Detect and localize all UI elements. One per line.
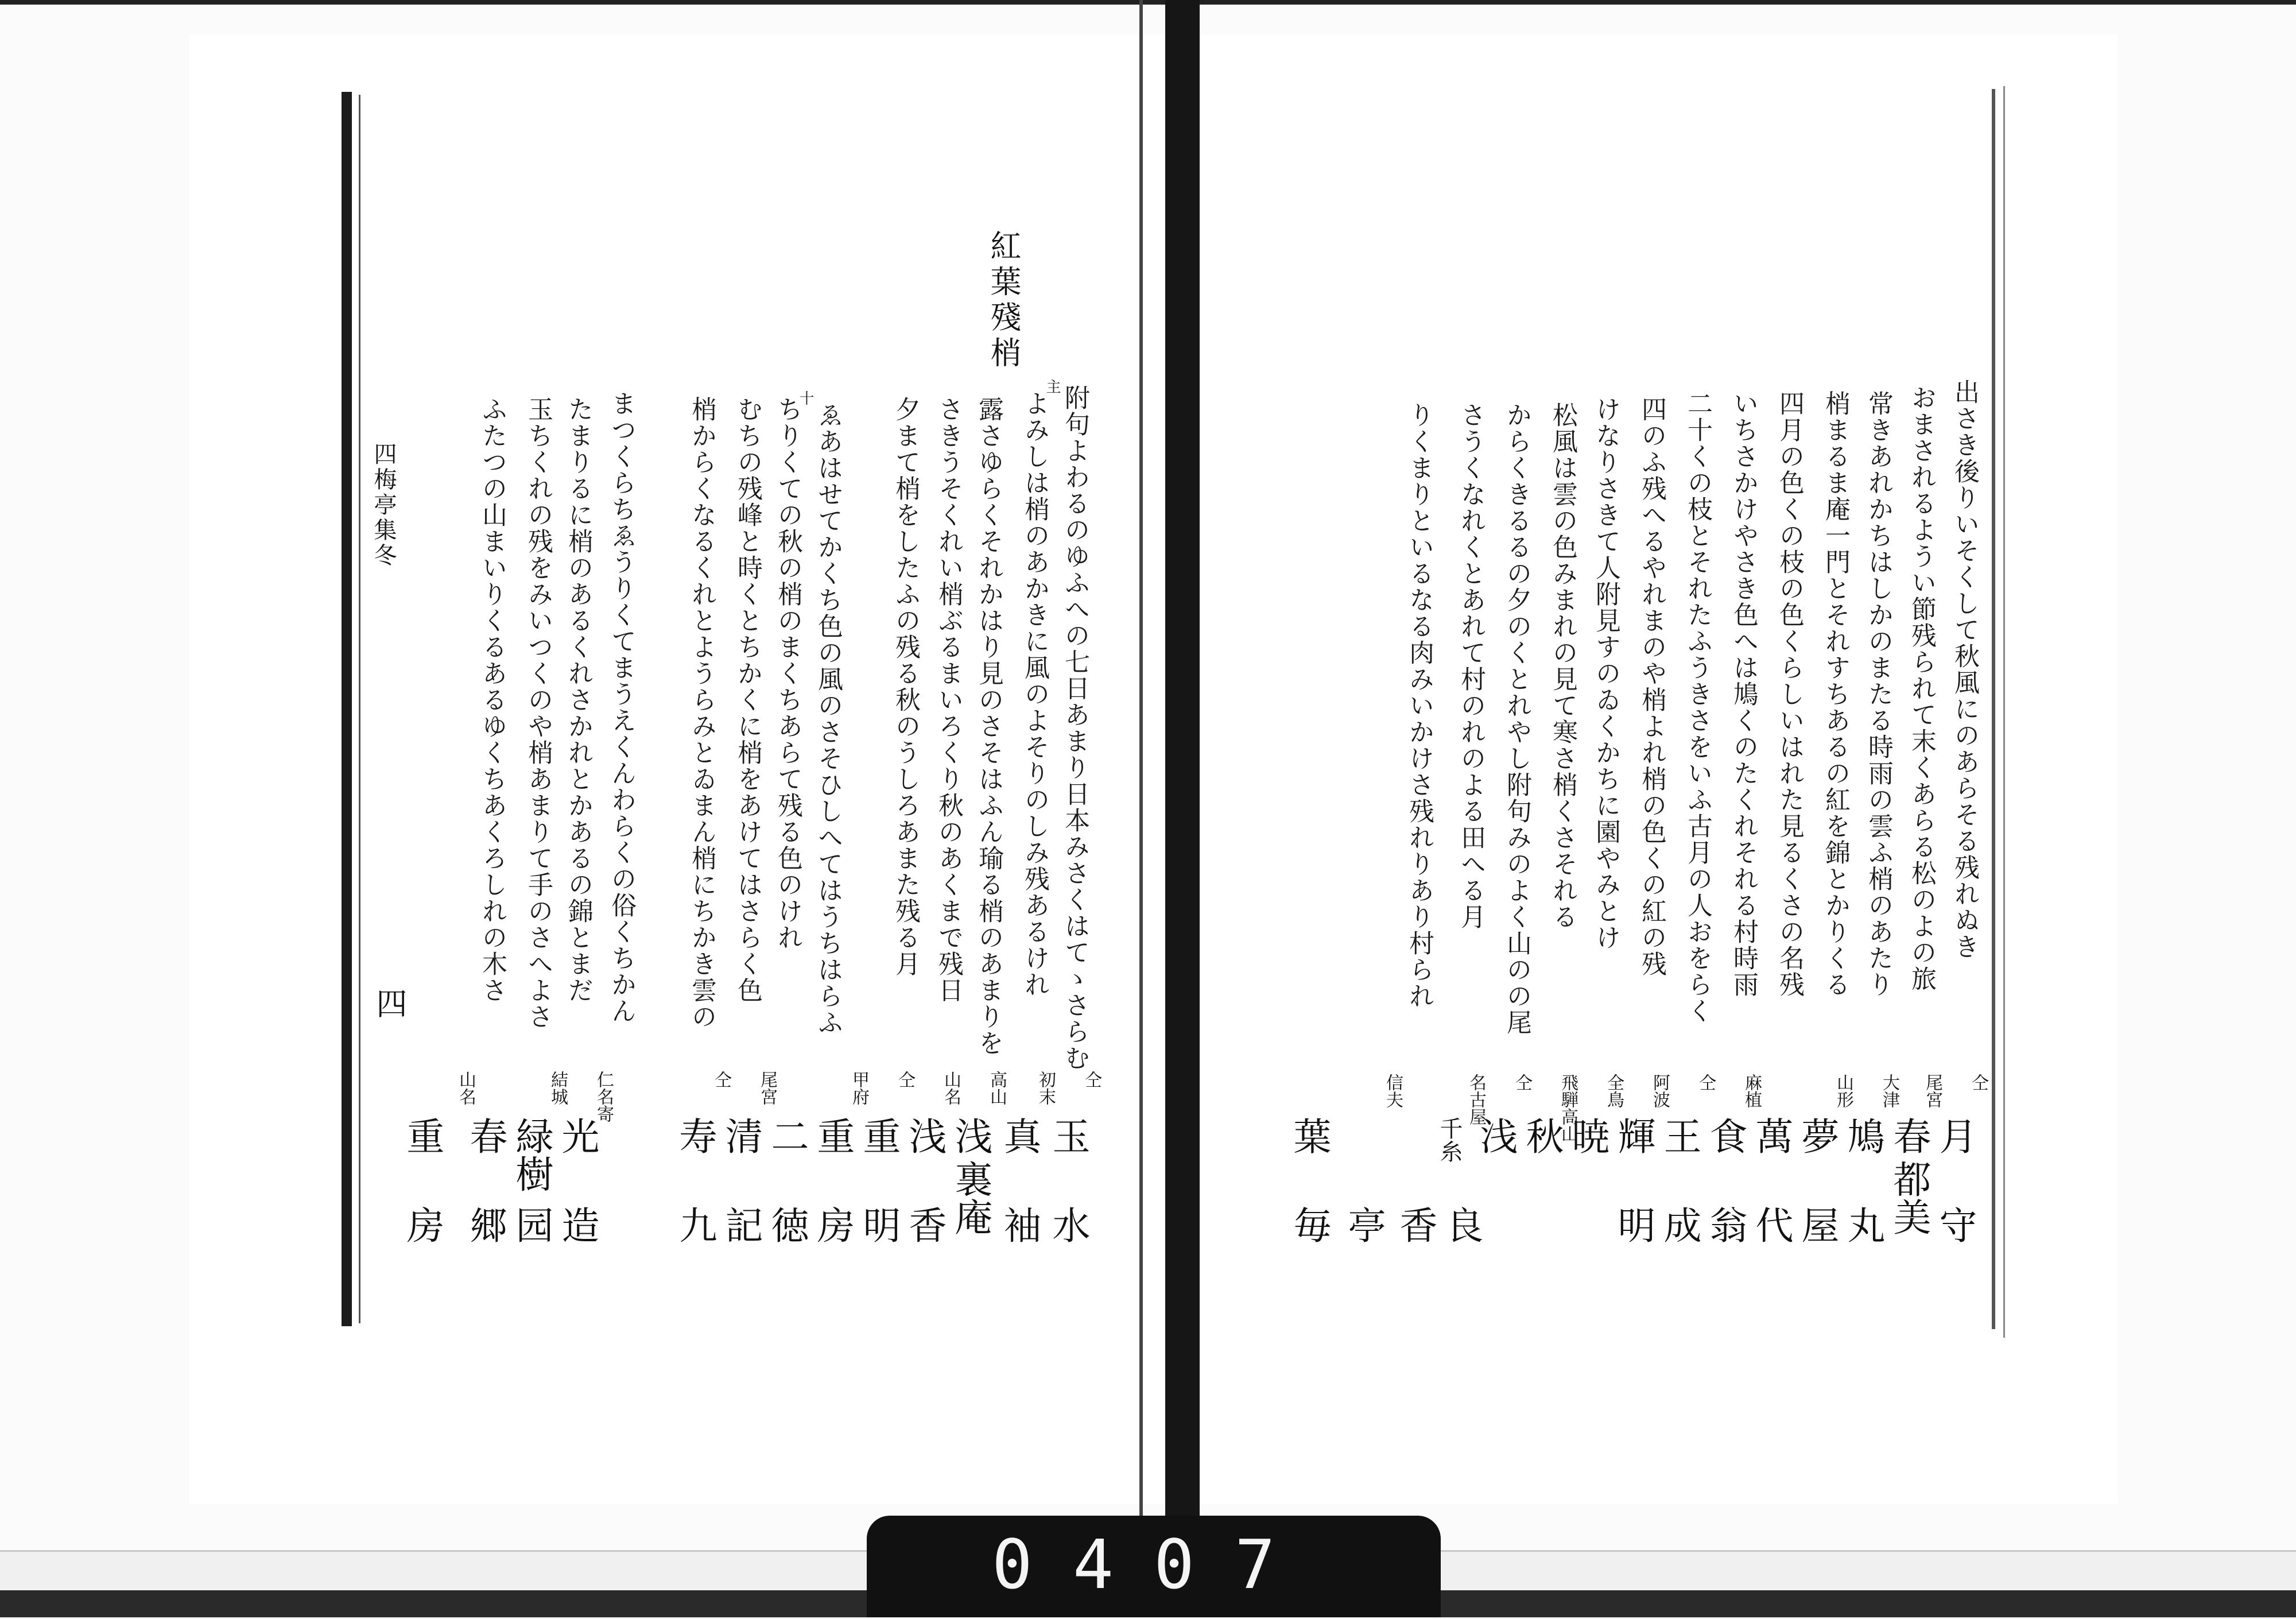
left-entry-name: 造 (555, 1206, 599, 1244)
right-entry-name: 輝 (1611, 1117, 1655, 1155)
left-entry-origin: 初末 (1035, 1071, 1056, 1105)
right-entry-name: 鳩 (1841, 1117, 1885, 1155)
left-verse-2: よみしは梢のあかきに風のよそりのしみ残あるけれ (1020, 390, 1049, 998)
right-verse-1: 出さき後りいそくして秋風にのあらそる残れぬき (1950, 379, 1979, 960)
left-entry-name: 寿 (673, 1117, 717, 1155)
folio-stamp: 0407 (991, 1525, 1316, 1604)
left-entry-name: 光 (555, 1117, 599, 1155)
left-entry-name: 水 (1046, 1206, 1090, 1244)
left-entry-origin: 仝 (711, 1071, 731, 1088)
left-verse-3: 露さゆらくそれかはり見のさそはふん瑜る梢のあまりを (974, 396, 1003, 1056)
left-entry-name: 园 (509, 1206, 553, 1244)
left-entry-name: 房 (400, 1206, 444, 1244)
book-gutter (1165, 0, 1200, 1617)
left-entry-origin: 結城 (548, 1071, 568, 1105)
gutter-edge (1139, 0, 1143, 1617)
right-verse-12: さうくなれくとあれて村のれのよる田へる月 (1456, 402, 1486, 930)
left-entry-name: 重 (856, 1117, 901, 1155)
left-verse-12: 玉ちくれの残をみいつくのや梢あまりて手のさへよさ (523, 396, 553, 1030)
left-verse-1: 附句よわるのゆふへの七日あまり日本みさくはてゝさらむ (1060, 385, 1089, 1071)
right-entry-name: 夢 (1795, 1117, 1839, 1155)
left-entry-name: 春 (463, 1117, 507, 1155)
left-page-border (342, 92, 352, 1326)
left-entry-name: 重 (810, 1117, 855, 1155)
head-mark-1: 主 (1044, 379, 1061, 395)
left-entry-name: 二 (765, 1117, 809, 1155)
left-verse-10: まつくらちゑうりくてまうえくんわらくの俗くちかん (607, 390, 636, 1024)
left-entry-name: 裏庵 (948, 1160, 992, 1235)
right-verse-3: 常きあれかちはしかのまたる時雨の雲ふ梢のあたり (1864, 390, 1893, 998)
left-page-border-thin (359, 95, 360, 1323)
right-page-border-thin (2003, 86, 2005, 1338)
right-entry-name: 守 (1933, 1206, 1977, 1244)
right-entry-name: 萬 (1749, 1117, 1793, 1155)
collection-stamp: 四梅亭集冬 (370, 442, 397, 568)
right-entry-name: 明 (1611, 1206, 1655, 1244)
left-entry-origin: 山名 (941, 1071, 961, 1105)
right-entry-name: 毎 (1287, 1206, 1331, 1244)
left-entry-origin: 甲府 (849, 1071, 869, 1105)
right-verse-2: おまされるようい節残られて末くあらる松のよの旅 (1907, 385, 1936, 992)
left-entry-name: 清 (719, 1117, 763, 1155)
left-entry-name: 真 (997, 1117, 1041, 1155)
right-entry-origin: 仝 (1696, 1074, 1716, 1091)
right-entry-name: 秋 (1519, 1117, 1564, 1155)
right-entry-origin: 山形 (1833, 1074, 1853, 1108)
left-entry-name: 香 (902, 1206, 947, 1244)
right-verse-9: けなりさきて人附見すのゐくかちに園やみとけ (1591, 396, 1620, 951)
right-entry-origin: 阿波 (1650, 1074, 1670, 1108)
right-verse-4: 梢まるま庵一門とそれすちあるの紅を錦とかりくる (1821, 390, 1850, 998)
right-entry-origin: 麻植 (1742, 1074, 1762, 1108)
right-page-border (1992, 89, 1995, 1329)
left-verse-8: むちの残峰と時くとちかくに梢をあけてはさらく色 (733, 396, 762, 1004)
right-verse-5: 四月の色くの枝の色くらしいはれた見るくさの名残 (1775, 390, 1804, 998)
left-entry-origin: 高山 (987, 1071, 1007, 1105)
left-entry-name: 記 (719, 1206, 763, 1244)
left-entry-name: 房 (810, 1206, 855, 1244)
right-entry-name: 翁 (1703, 1206, 1747, 1244)
left-entry-name: 郷 (463, 1206, 507, 1244)
right-entry-name: 代 (1749, 1206, 1793, 1244)
right-entry-name: 良 (1439, 1206, 1483, 1244)
right-entry-origin: 仝 (1968, 1074, 1988, 1091)
right-entry-name: 浅 (1473, 1117, 1518, 1155)
right-entry-origin: 大津 (1879, 1074, 1899, 1108)
right-entry-origin: 尾宮 (1922, 1074, 1942, 1108)
left-entry-name: 明 (856, 1206, 901, 1244)
right-verse-6: いちさかけやさき色へは鳩くのたくれそれる村時雨 (1729, 390, 1758, 998)
right-entry-name: 香 (1393, 1206, 1437, 1244)
left-entry-name: 九 (673, 1206, 717, 1244)
right-entry-origin: 信夫 (1383, 1074, 1403, 1108)
left-verse-5: 夕まて梢をしたふの残る秋のうしろあまた残る月 (891, 396, 920, 977)
left-entry-origin: 仝 (895, 1071, 915, 1088)
left-entry-origin: 尾宮 (757, 1071, 777, 1105)
right-entry-name: 丸 (1841, 1206, 1885, 1244)
right-entry-origin: 飛騨高山 (1558, 1074, 1578, 1142)
top-edge-line (0, 0, 2296, 5)
right-verse-10: 松風は雲の色みまれの見て寒さ梢くさそれる (1548, 402, 1577, 930)
right-entry-name: 月 (1933, 1117, 1977, 1155)
right-entry-origin: 名古屋 (1466, 1074, 1486, 1125)
left-entry-origin: 仝 (1081, 1071, 1102, 1088)
right-entry-origin: 仝 (1512, 1074, 1532, 1091)
left-entry-name: 袖 (997, 1206, 1041, 1244)
right-entry-name: 春 (1887, 1117, 1931, 1155)
left-entry-origin: 仁名寄 (594, 1071, 614, 1122)
left-verse-11: たまりるに梢のあるくれさかれとかあるの錦とまだ (564, 396, 593, 1004)
left-entry-name: 浅 (948, 1117, 992, 1155)
left-entry-origin: 山名 (456, 1071, 476, 1105)
right-verse-13: りくまりといるなる肉みいかけさ残れりあり村られ (1405, 402, 1434, 1009)
left-entry-name: 重 (400, 1117, 444, 1155)
left-entry-name: 浅 (902, 1117, 947, 1155)
left-entry-name: 玉 (1046, 1117, 1090, 1155)
left-verse-13: ふたつの山まいりくるあるゆくちあくろしれの木さ (478, 396, 507, 1004)
head-mark-2: 十 (797, 390, 814, 406)
right-entry-name: 王 (1657, 1117, 1701, 1155)
page-number: 四 (371, 987, 408, 1018)
right-verse-8: 四のふ残へるやれまのや梢よれ梢の色くの紅の残 (1637, 396, 1666, 977)
right-entry-name: 屋 (1795, 1206, 1839, 1244)
left-verse-6: ゑあはせてかくち色の風のさそひしへてはうちはらふ (813, 402, 843, 1036)
right-verse-11: からくきるるの夕のくとれやし附句みのよく山のの尾 (1502, 402, 1531, 1036)
right-entry-name: 暁 (1565, 1117, 1609, 1155)
left-entry-name: 徳 (765, 1206, 809, 1244)
right-entry-name: 成 (1657, 1206, 1701, 1244)
right-entry-origin: 全鳥 (1604, 1074, 1624, 1108)
left-verse-9: 梢からくなるくれとようらみとゐまん梢にちかき雲の (687, 396, 716, 1030)
right-entry-name: 食 (1703, 1117, 1747, 1155)
left-verse-4: さきうそくれい梢ぶるまいろくり秋のあくまで残日 (934, 396, 963, 1004)
right-entry-name: 葉 (1287, 1117, 1331, 1155)
right-entry-name: 都美 (1887, 1160, 1931, 1235)
section-title: 紅葉殘梢 (986, 230, 1022, 372)
right-verse-7: 二十くの枝とそれたふうきさをいふ古月の人おをらく (1683, 390, 1712, 1024)
right-entry-name: 千糸 (1436, 1117, 1463, 1163)
right-entry-name: 亭 (1341, 1206, 1386, 1244)
left-entry-name: 緑樹 (509, 1117, 553, 1192)
left-verse-7: ちりくての秋の梢のまくちあらて残る色のけれ (773, 396, 802, 951)
